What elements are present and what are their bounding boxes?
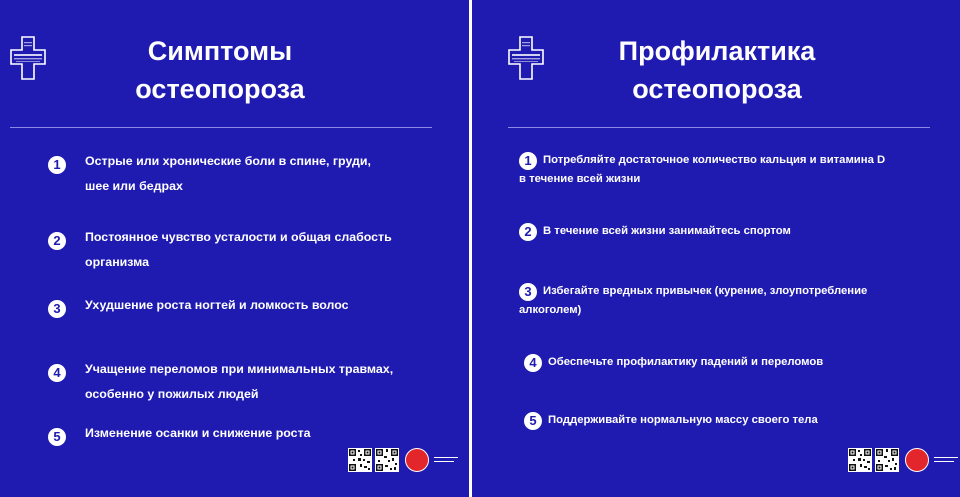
symptoms-list <box>0 0 469 497</box>
footer-codes <box>348 448 460 472</box>
item-text: Постоянное чувство усталости и общая слабость организма <box>85 230 392 269</box>
number-badge: 4 <box>524 354 542 372</box>
qr-code-icon <box>848 448 872 472</box>
small-print <box>934 456 960 465</box>
list-item <box>519 151 889 189</box>
qr-code-icon <box>875 448 899 472</box>
list-item <box>524 411 894 430</box>
prevention-list <box>472 0 960 497</box>
symptoms-panel <box>0 0 469 497</box>
number-badge: 1 <box>519 152 537 170</box>
footer-codes <box>848 448 960 472</box>
item-text: Острые или хронические боли в спине, груди, шее или бедрах <box>85 154 371 193</box>
red-round-badge-icon <box>905 448 929 472</box>
qr-code-icon <box>348 448 372 472</box>
prevention-title: Профилактика остеопороза <box>618 36 816 104</box>
item-text: Изменение осанки и снижение роста <box>85 426 311 440</box>
qr-code-icon <box>375 448 399 472</box>
number-badge: 3 <box>48 300 66 318</box>
red-round-badge-icon <box>405 448 429 472</box>
item-text: Ухудшение роста ногтей и ломкость волос <box>85 298 349 312</box>
number-badge: 1 <box>48 156 66 174</box>
number-badge: 5 <box>48 428 66 446</box>
number-badge: 3 <box>519 283 537 301</box>
item-text: 2 В течение всей жизни занимайтесь спортом <box>519 222 889 241</box>
small-print <box>434 456 460 465</box>
number-badge: 4 <box>48 364 66 382</box>
list-item <box>519 282 889 320</box>
item-text: 3 Избегайте вредных привычек (курение, злоупотребление алкоголем) <box>519 284 868 316</box>
number-badge: 2 <box>519 223 537 241</box>
item-text: 1 Потребляйте достаточное количество кальция и витамина D в течение всей жизни <box>519 153 886 185</box>
item-text: Учащение переломов при минимальных травмах, особенно у пожилых людей <box>85 362 394 401</box>
list-item <box>524 353 894 372</box>
item-text: 5 Поддерживайте нормальную массу своего тела <box>524 411 894 430</box>
item-text: 4 Обеспечьте профилактику падений и переломов <box>524 353 894 372</box>
prevention-panel <box>472 0 960 497</box>
symptoms-title: Симптомы остеопороза <box>135 36 305 104</box>
number-badge: 5 <box>524 412 542 430</box>
list-item <box>519 222 889 241</box>
number-badge: 2 <box>48 232 66 250</box>
